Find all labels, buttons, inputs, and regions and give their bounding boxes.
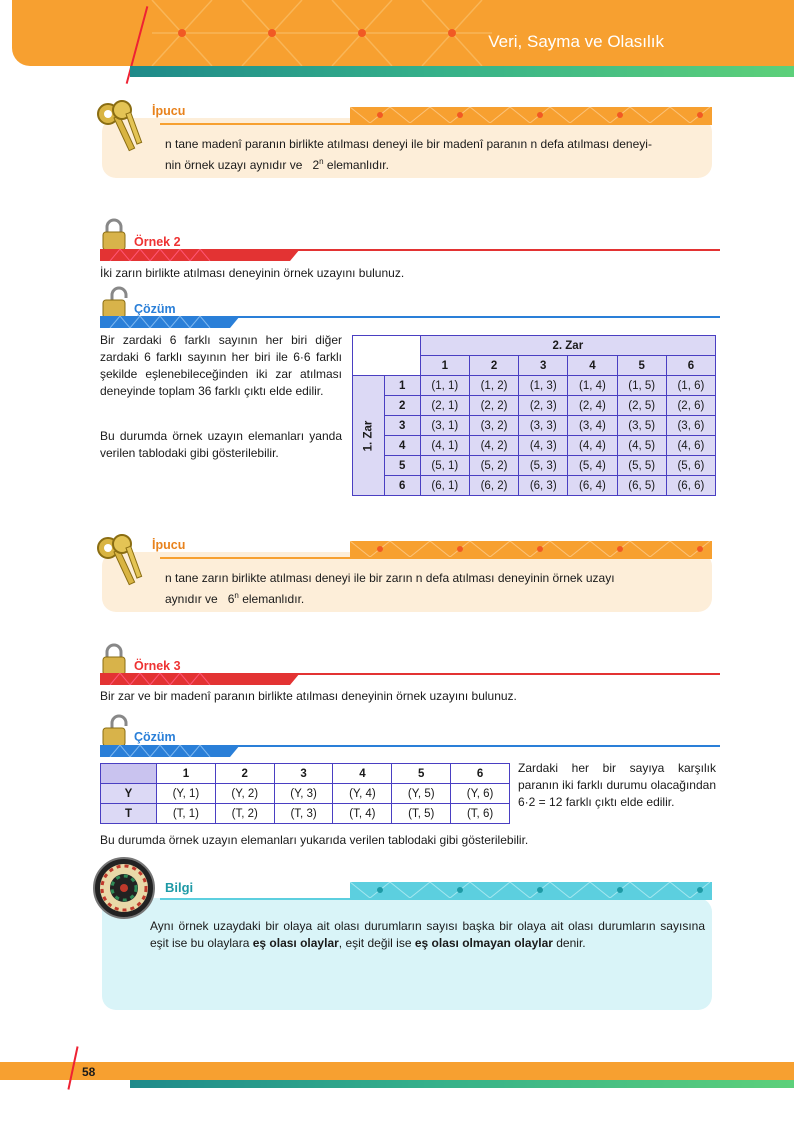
unlock-icon xyxy=(100,286,128,320)
hint-band xyxy=(350,541,712,557)
info-band xyxy=(350,882,712,898)
example-band xyxy=(100,673,300,685)
hint-line: n tane madenî paranın birlikte atılması deneyi ile bir madenî paranın n defa atılması deneyi- xyxy=(165,137,652,151)
solution-paragraph: Bir zardaki 6 farklı sayının her biri diğer zardaki 6 farklı sayının her biri ile 6·6 farklı şekilde eşlenebileceğinden iki zar atılması deneyinde toplam 36 farklı çıktı elde edilir. xyxy=(100,333,342,398)
solution-paragraph: Bu durumda örnek uzayın elemanları yanda verilen tablodaki gibi gösterilebilir. xyxy=(100,429,342,460)
footer-stripe xyxy=(130,1080,794,1088)
unlock-icon xyxy=(100,714,128,748)
dartboard-icon xyxy=(92,856,156,920)
info-box xyxy=(102,898,712,1010)
hint-label: İpucu xyxy=(152,104,186,118)
table-row: 1 2 3 4 5 6 xyxy=(353,356,716,376)
table-row: 1. Zar 1 (1, 1) (1, 2) (1, 3) (1, 4) (1, 5) (1, 6) xyxy=(353,376,716,396)
page-number: 58 xyxy=(82,1065,96,1079)
hint-text xyxy=(165,570,705,608)
band-pattern xyxy=(350,107,712,123)
table-row: Y (Y, 1) (Y, 2) (Y, 3) (Y, 4) (Y, 5) (Y, 6) xyxy=(101,784,510,804)
table-row: 5 (5, 1) (5, 2) (5, 3) (5, 4) (5, 5) (5, 6) xyxy=(353,456,716,476)
chapter-title: Veri, Sayma ve Olasılık xyxy=(488,32,664,51)
table-row: 4 (4, 1) (4, 2) (4, 3) (4, 4) (4, 5) (4, 6) xyxy=(353,436,716,456)
example-band xyxy=(100,249,300,261)
band-pattern xyxy=(350,882,712,898)
column-header: 2. Zar xyxy=(420,336,715,356)
lock-icon xyxy=(100,218,128,252)
coin-dice-table xyxy=(100,763,510,824)
table-row: 2 (2, 1) (2, 2) (2, 3) (2, 4) (2, 5) (2, 6) xyxy=(353,396,716,416)
solution-after-text: Bu durumda örnek uzayın elemanları yukarıda verilen tablodaki gibi gösterilebilir. xyxy=(100,833,529,847)
solution-side-text: Zardaki her bir sayıya karşılık paranın iki farklı durumu olacağından 6·2 = 12 farklı çıktı elde edilir. xyxy=(518,761,716,809)
solution-band xyxy=(100,745,240,757)
solution-label: Çözüm xyxy=(134,302,176,316)
hexagon-pattern xyxy=(12,0,794,66)
table-corner xyxy=(353,336,421,376)
hint-band xyxy=(350,107,712,123)
header-stripe xyxy=(130,66,794,77)
hint-text xyxy=(165,136,705,174)
key-icon xyxy=(92,100,152,160)
solution-label: Çözüm xyxy=(134,730,176,744)
info-rule xyxy=(160,898,712,900)
dice-outcome-table xyxy=(352,335,716,496)
example-question: İki zarın birlikte atılması deneyinin örnek uzayını bulunuz. xyxy=(100,266,405,280)
table-row: T (T, 1) (T, 2) (T, 3) (T, 4) (T, 5) (T, 6) xyxy=(101,804,510,824)
hint-label: İpucu xyxy=(152,538,186,552)
key-icon xyxy=(92,534,152,594)
example-label: Örnek 2 xyxy=(134,235,181,249)
hint-rule xyxy=(160,123,712,125)
hint-rule xyxy=(160,557,712,559)
hint-line: n tane zarın birlikte atılması deneyi ile bir zarın n defa atılması deneyinin örnek uzayı xyxy=(165,571,615,585)
info-label: Bilgi xyxy=(165,880,194,895)
hint-line: aynıdır ve 6$^n$ elemanlıdır. xyxy=(165,591,305,606)
band-pattern xyxy=(350,541,712,557)
example-label: Örnek 3 xyxy=(134,659,181,673)
hint-line: nin örnek uzayı aynıdır ve 2$^n$ elemanlıdır. xyxy=(165,157,389,172)
footer-banner xyxy=(0,1062,794,1080)
table-corner xyxy=(101,764,157,784)
row-header: 1. Zar xyxy=(353,376,385,496)
table-row: 1 2 3 4 5 6 xyxy=(101,764,510,784)
header-banner xyxy=(12,0,794,66)
lock-icon xyxy=(100,643,128,677)
table-row: 3 (3, 1) (3, 2) (3, 3) (3, 4) (3, 5) (3, 6) xyxy=(353,416,716,436)
info-text: Aynı örnek uzaydaki bir olaya ait olası durumların sayısı başka bir olaya ait olası durumların sayısına eşit ise bu olaylara eş olası olaylar, eşit değil ise eş olası olmayan olaylar denir. xyxy=(150,919,705,950)
table-row: 6 (6, 1) (6, 2) (6, 3) (6, 4) (6, 5) (6, 6) xyxy=(353,476,716,496)
solution-band xyxy=(100,316,240,328)
example-question: Bir zar ve bir madenî paranın birlikte atılması deneyinin örnek uzayını bulunuz. xyxy=(100,689,517,703)
